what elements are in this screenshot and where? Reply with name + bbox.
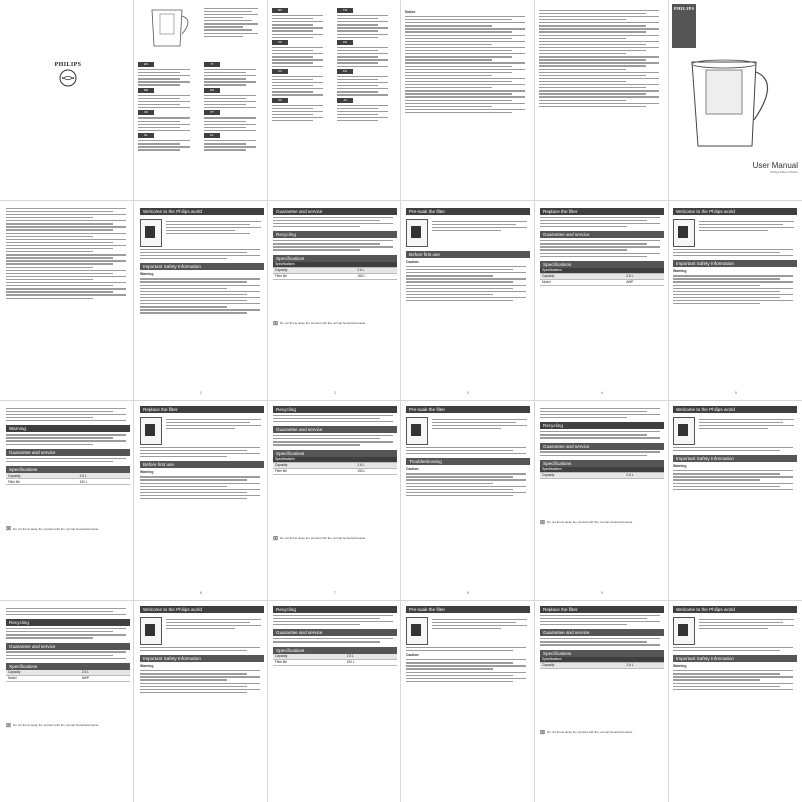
page-number: 9: [601, 591, 603, 595]
section-title: Recycling: [6, 619, 130, 626]
recycle-note: Do not throw away the product with the normal household waste.: [13, 526, 100, 531]
lang-label: SK: [272, 98, 288, 103]
section-title: Pre-soak the filter: [406, 406, 530, 413]
replace-page-4: [540, 606, 664, 796]
section-title: Welcome to the Philips world: [140, 208, 264, 215]
shield-icon: [58, 68, 78, 88]
pitcher-illustration: [678, 54, 788, 154]
spec-row-value: 2.6 L: [80, 670, 130, 676]
warning-label: Warning: [140, 664, 154, 669]
section-title: Welcome to the Philips world: [673, 406, 797, 413]
recycle-note: Do not throw away the product with the normal household waste.: [13, 723, 100, 728]
recycle-footer: [273, 535, 397, 542]
lang-label: PL: [204, 133, 220, 138]
lang-label: CS: [272, 69, 288, 74]
spec-header: Specifications: [540, 268, 624, 274]
spec-row-label: Capacity: [6, 670, 80, 676]
caution-label: Caution: [406, 260, 419, 264]
replace-page: [540, 208, 664, 396]
filter-icon: [140, 617, 162, 645]
welcome-page-5: [673, 606, 797, 796]
lang-label: EN: [138, 62, 154, 67]
presoak-page-4: [406, 606, 530, 796]
spec-row-label: Capacity: [540, 273, 624, 279]
cover-brand: PHILIPS: [674, 6, 695, 11]
lang-label: DE: [138, 88, 154, 93]
spec-table: [6, 473, 130, 485]
brand-wordmark: PHILIPS: [54, 62, 82, 68]
section-title: Specifications: [6, 663, 130, 670]
warning-label: Warning: [140, 272, 154, 277]
pitcher-sketch: [138, 4, 198, 50]
spec-row-value: 2.6 L: [624, 273, 664, 279]
filter-icon: [406, 219, 428, 247]
recycle-footer: [6, 525, 130, 532]
spec-row-value: 2.6 L: [345, 654, 397, 660]
spec-row-value: 2.6 L: [355, 267, 397, 273]
recycle-note: Do not throw away the product with the normal household waste.: [280, 321, 367, 326]
troubleshooting-page: [406, 406, 530, 596]
section-title: Specifications: [540, 460, 664, 467]
lang-label: NL: [138, 133, 154, 138]
welcome-page-4: [140, 606, 264, 796]
spec-row-label: Capacity: [273, 267, 355, 273]
guarantee-page: [273, 208, 397, 396]
recycle-note: Do not throw away the product with the normal household waste.: [280, 536, 367, 541]
pitcher-diagram: [138, 4, 198, 50]
lang-label: RU: [272, 8, 288, 13]
filter-icon: [140, 417, 162, 445]
section-title: Before first use: [406, 251, 530, 258]
filter-icon: [140, 219, 162, 247]
spec-row-value: 150 L: [355, 468, 397, 474]
recycle-note: Do not throw away the product with the normal household waste.: [547, 730, 634, 735]
section-title: Pre-soak the filter: [406, 208, 530, 215]
filter-icon: [673, 617, 695, 645]
filter-icon: [673, 219, 695, 247]
spec-header: Specifications: [540, 467, 624, 473]
spec-row-label: Capacity: [273, 654, 345, 660]
page-number: 3: [467, 391, 469, 395]
cover-page: [672, 4, 798, 196]
specs-page-3: [540, 406, 664, 596]
section-title: Guarantee and service: [273, 426, 397, 433]
lang-label: PT: [204, 110, 220, 115]
spec-row-label: Model: [540, 279, 624, 285]
welcome-page-2: [673, 208, 797, 396]
lang-label: FR: [138, 110, 154, 115]
spec-row-label: Filter life: [6, 479, 78, 485]
section-title: Recycling: [273, 231, 397, 238]
spec-table: [540, 268, 664, 286]
section-title: Specifications: [273, 255, 397, 262]
language-index-2: [272, 6, 396, 196]
instructions-page-a: [6, 206, 130, 396]
section-title: Welcome to the Philips world: [673, 606, 797, 613]
notes-page-2: [539, 8, 663, 196]
spec-header: Specifications: [273, 262, 355, 268]
recycling-page-3: [273, 406, 397, 596]
spec-row-label: Capacity: [6, 473, 78, 479]
spec-row-label: Model: [6, 675, 80, 681]
section-title: Important Safety Information: [673, 455, 797, 462]
lang-label: UK: [272, 40, 288, 45]
section-title: Important Safety Information: [140, 655, 264, 662]
section-title: Warning: [6, 425, 130, 432]
section-title: Specifications: [273, 647, 397, 654]
lang-label: ZH: [337, 40, 353, 45]
section-title: Specifications: [540, 650, 664, 657]
lang-label: TR: [337, 8, 353, 13]
recycle-bin-icon: ⊠: [540, 519, 546, 526]
guarantee-page-4: [6, 606, 130, 796]
spec-row-value: 150 L: [355, 273, 397, 279]
spec-table: [273, 262, 397, 280]
section-title: Replace the filter: [140, 406, 264, 413]
caution-label: Caution: [406, 467, 419, 472]
recycle-bin-icon: ⊠: [6, 526, 12, 533]
warning-label: Warning: [673, 664, 687, 669]
page-number: 2: [334, 391, 336, 395]
recycling-page-4: [273, 606, 397, 796]
spec-row-label: Filter life: [273, 659, 345, 665]
recycle-footer: [6, 722, 130, 729]
spec-row-value: 2.6 L: [78, 473, 130, 479]
brand-logo: [52, 62, 84, 98]
section-title: Guarantee and service: [540, 231, 664, 238]
section-title: Replace the filter: [540, 606, 664, 613]
spec-row-label: Filter life: [273, 468, 355, 474]
section-title: Recycling: [273, 406, 397, 413]
spec-header: Specifications: [540, 657, 624, 663]
replace-page-3: [140, 406, 264, 596]
filter-icon: [406, 617, 428, 645]
page-number: 8: [467, 591, 469, 595]
spec-row-value: 2.6 L: [355, 462, 397, 468]
section-title: Guarantee and service: [6, 643, 130, 650]
recycle-footer: [540, 519, 664, 526]
lang-label: ES: [204, 88, 220, 93]
section-title: Guarantee and service: [6, 449, 130, 456]
page-number: 4: [601, 391, 603, 395]
caution-label: Caution: [406, 653, 419, 658]
filter-icon: [406, 417, 428, 445]
spec-row-value: 150 L: [345, 659, 397, 665]
section-title: Important Safety Information: [673, 655, 797, 662]
spec-row-value: AWP: [624, 279, 664, 285]
recycle-footer: [540, 729, 664, 736]
section-title: Guarantee and service: [273, 208, 397, 215]
page-number: 5: [735, 391, 737, 395]
section-title: Guarantee and service: [540, 443, 664, 450]
section-title: Specifications: [540, 261, 664, 268]
page-number: 7: [334, 591, 336, 595]
spec-row-value: 2.6 L: [624, 472, 664, 478]
welcome-page-3: [673, 406, 797, 596]
section-title: Important Safety Information: [673, 260, 797, 267]
notice-label: Notice: [405, 10, 416, 14]
section-title: Guarantee and service: [540, 629, 664, 636]
section-title: Troubleshooting: [406, 458, 530, 465]
spec-table: [273, 457, 397, 475]
section-title: Welcome to the Philips world: [673, 208, 797, 215]
page-number: 6: [200, 591, 202, 595]
cover-brand-block: [672, 4, 696, 48]
spec-table: [540, 657, 664, 669]
section-title: Important Safety Information: [140, 263, 264, 270]
lang-label: IT: [204, 62, 220, 67]
recycle-bin-icon: ⊠: [540, 729, 546, 736]
section-title: Guarantee and service: [273, 629, 397, 636]
spec-row-label: Capacity: [540, 662, 624, 668]
spec-header: Specifications: [273, 457, 355, 463]
warning-label: Warning: [140, 470, 154, 475]
filter-icon: [673, 417, 695, 445]
section-title: Before first use: [140, 461, 264, 468]
product-subtitle: Philips Water Pitcher: [770, 170, 798, 174]
presoak-page: [406, 208, 530, 396]
notes-page: [405, 8, 529, 196]
spec-row-value: 150 L: [78, 479, 130, 485]
section-title: Recycling: [540, 422, 664, 429]
parts-list-1: [204, 6, 260, 52]
spec-table: [273, 654, 397, 666]
spec-row-label: Capacity: [273, 462, 355, 468]
recycle-bin-icon: ⊠: [273, 320, 279, 327]
guarantee-page-3: [6, 406, 130, 596]
spec-row-label: Filter life: [273, 273, 355, 279]
section-title: Specifications: [273, 450, 397, 457]
section-title: Specifications: [6, 466, 130, 473]
manual-title: User Manual: [752, 161, 798, 170]
spec-row-value: AWP: [80, 675, 130, 681]
recycle-footer: [273, 320, 397, 327]
spec-row-value: 2.6 L: [624, 662, 664, 668]
recycle-bin-icon: ⊠: [273, 535, 279, 542]
section-title: Pre-soak the filter: [406, 606, 530, 613]
spec-table: [540, 467, 664, 479]
recycle-note: Do not throw away the product with the normal household waste.: [547, 520, 634, 525]
section-title: Welcome to the Philips world: [140, 606, 264, 613]
warning-label: Warning: [673, 269, 687, 274]
page-number: 1: [200, 391, 202, 395]
welcome-page: [140, 208, 264, 396]
spec-table: [6, 670, 130, 682]
recycle-bin-icon: ⊠: [6, 722, 12, 729]
warning-label: Warning: [673, 464, 687, 469]
lang-label: JA: [337, 98, 353, 103]
section-title: Replace the filter: [540, 208, 664, 215]
section-title: Recycling: [273, 606, 397, 613]
language-index-1: [138, 60, 264, 196]
spec-row-label: Capacity: [540, 472, 624, 478]
lang-label: KO: [337, 69, 353, 74]
